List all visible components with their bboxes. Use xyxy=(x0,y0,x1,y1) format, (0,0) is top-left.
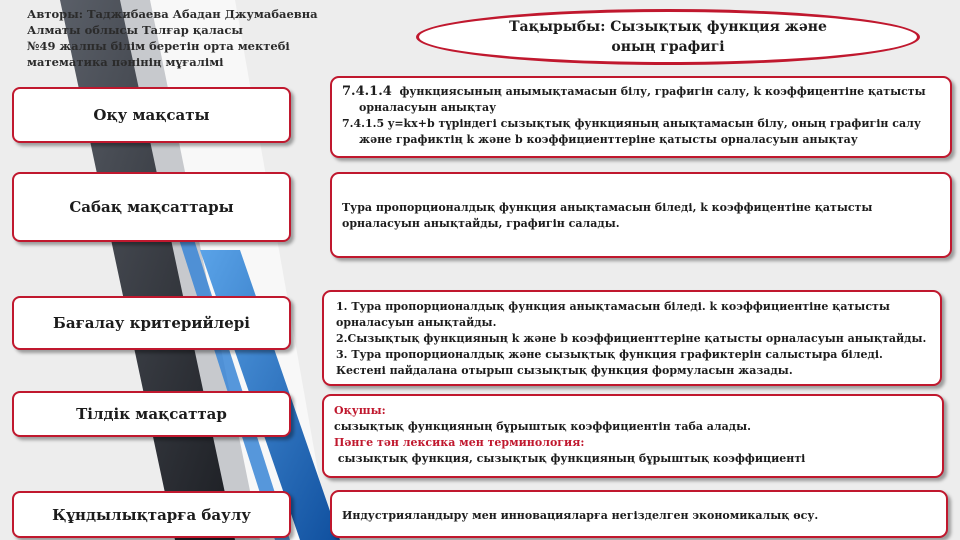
criteria-item-2: 2.Сызықтық функцияның k және b коэффициенттеріне қатысты орналасуын анықтайды. xyxy=(336,332,927,345)
label-learning-goal xyxy=(12,87,291,143)
content-criteria xyxy=(322,290,942,386)
label-text: Оқу мақсаты xyxy=(93,106,210,124)
content-lesson-goals xyxy=(330,172,952,258)
label-lesson-goals xyxy=(12,172,291,242)
label-text: Құндылықтарға баулу xyxy=(52,505,251,524)
criteria-item-3: 3. Тура пропорционалдық және сызықтық функция графиктерін салыстыра біледі. Кестені пайдалана отырып сызықтық функция формуласын жазады. xyxy=(336,348,883,377)
authors-line: Алматы облысы Талғар қаласы xyxy=(27,23,243,37)
authors-line: математика пәнінің мұғалімі xyxy=(27,55,224,69)
label-language xyxy=(12,391,291,437)
label-text: Сабақ мақсаттары xyxy=(69,198,234,216)
students-text: сызықтық функцияның бұрыштық коэффициентін таба алады. xyxy=(334,420,751,433)
values-text: Индустрияландыру мен инновацияларға негізделген экономикалық өсу. xyxy=(342,509,819,522)
label-text: Бағалау критерийлері xyxy=(53,314,250,332)
label-text: Тілдік мақсаттар xyxy=(76,405,227,423)
content-values xyxy=(330,490,948,538)
goal-code: 7.4.1.4 xyxy=(342,84,392,99)
lexicon-heading: Пәнге тән лексика мен терминология: xyxy=(334,436,585,449)
criteria-item-1: 1. Тура пропорционалдық функция анықтамасын біледі. k коэффициентіне қатысты орналасуын анықтайды. xyxy=(336,300,890,329)
lexicon-text: сызықтық функция, сызықтық функцияның бұрыштық коэффициенті xyxy=(334,452,806,465)
content-learning-goal xyxy=(330,76,952,158)
topic-ellipse xyxy=(416,9,920,65)
label-values xyxy=(12,491,291,538)
content-language xyxy=(322,394,944,478)
authors-line: Авторы: Таджибаева Абадан Джумабаевна xyxy=(27,7,318,21)
goal-line-2: 7.4.1.5 y=kx+b түріндегі сызықтық функцияның анықтамасын білу, оның графигін салу және графиктің k және b коэффициенттеріне қатысты орналасуын анықтау xyxy=(342,117,921,146)
students-heading: Оқушы: xyxy=(334,404,386,417)
lesson-goals-text: Тура пропорционалдық функция анықтамасын біледі, k коэффицентіне қатысты орналасуын анықтайды, графигін салады. xyxy=(342,201,873,230)
goal-text: функциясының анымықтамасын білу, графигін салу, k коэффицентіне қатысты орналасуын анықтау xyxy=(359,85,926,114)
authors-block xyxy=(27,6,327,70)
goal-line-1 xyxy=(342,84,940,116)
label-criteria xyxy=(12,296,291,350)
authors-line: №49 жалпы білім беретін орта мектебі xyxy=(27,39,290,53)
topic-title-line1: Тақырыбы: Сызықтық функция және xyxy=(509,19,827,35)
topic-title-line2: оның графигі xyxy=(611,39,725,55)
